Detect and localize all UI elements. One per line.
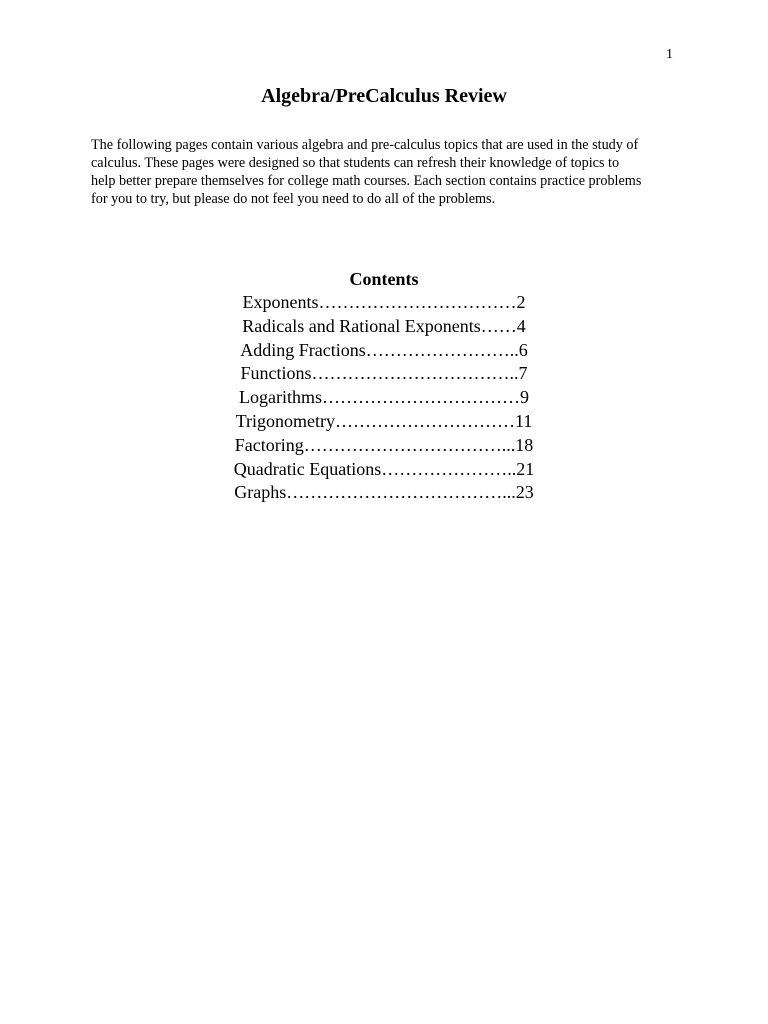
- intro-line: The following pages contain various algebra and pre-calculus topics that are used in the study of: [91, 137, 639, 153]
- toc-entry-logarithms: Logarithms……………………………9: [239, 387, 529, 408]
- toc-entry-trigonometry: Trigonometry…………………………11: [235, 410, 533, 431]
- intro-line: help better prepare themselves for college math courses. Each section contains practice problems: [91, 173, 642, 189]
- intro-paragraph: [91, 136, 691, 208]
- toc-entry-quadratic-equations: Quadratic Equations…………………..21: [233, 458, 535, 479]
- toc-entry-adding-fractions: Adding Fractions……………………..6: [240, 339, 528, 360]
- contents-heading: Contents: [349, 269, 419, 289]
- page-number: 1: [666, 47, 673, 62]
- toc-entry-functions: Functions……………………………..7: [240, 363, 528, 384]
- toc-entry-factoring: Factoring……………………………...18: [234, 434, 534, 455]
- toc-entry-graphs: Graphs………………………………...23: [234, 482, 534, 503]
- toc-entry-exponents: Exponents……………………………2: [242, 292, 526, 312]
- page-title: Algebra/PreCalculus Review: [261, 85, 507, 107]
- toc-entry-radicals: Radicals and Rational Exponents……4: [242, 315, 526, 336]
- intro-line: calculus. These pages were designed so that students can refresh their knowledge of topics to: [91, 155, 620, 171]
- intro-line: for you to try, but please do not feel you need to do all of the problems.: [91, 191, 496, 207]
- table-of-contents: [0, 291, 768, 505]
